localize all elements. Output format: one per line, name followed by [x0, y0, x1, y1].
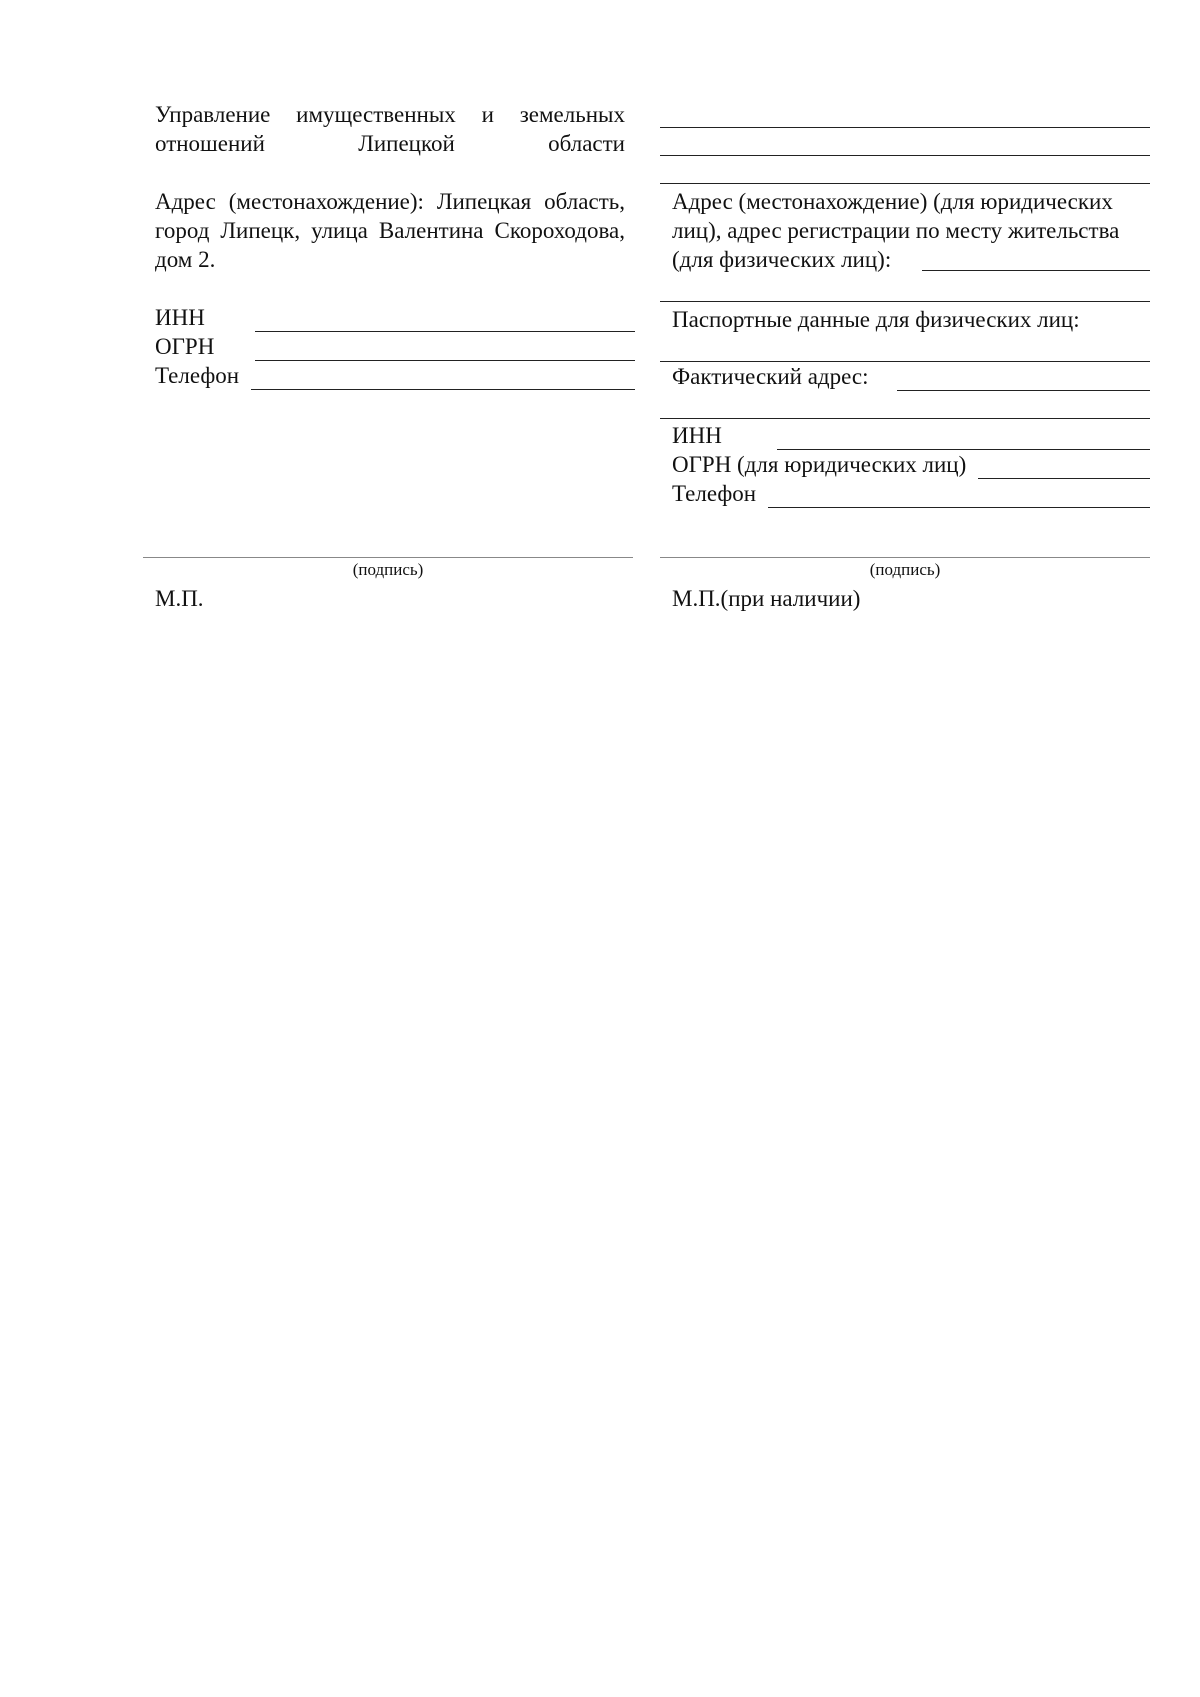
- lessee-inn-field[interactable]: [777, 425, 1150, 450]
- lessor-inn-row: [155, 303, 635, 332]
- lessee-actual-address-line[interactable]: [660, 391, 1150, 419]
- lessor-phone-row: [155, 361, 635, 390]
- lessee-inn-label: ИНН: [672, 423, 722, 448]
- lessor-stamp-label: М.П.: [155, 586, 204, 611]
- lessee-inn-row: [660, 421, 1150, 450]
- lessor-address: Адрес (местонахождение): Липецкая область, город Липецк, улица Валентина Скороходова, дом 2.: [155, 189, 625, 272]
- lessor-phone-label: Телефон: [155, 363, 240, 388]
- lessee-actual-address-field[interactable]: [897, 366, 1151, 391]
- lessee-address-inline-field[interactable]: [922, 270, 1150, 271]
- lessor-signature-line[interactable]: [143, 557, 633, 558]
- lessee-actual-address-row: [660, 362, 1150, 391]
- lessor-block: [155, 100, 625, 390]
- lessee-passport-label: Паспортные данные для физических лиц:: [672, 307, 1080, 332]
- lessee-name-line-2[interactable]: [660, 128, 1150, 156]
- lessor-ogrn-row: [155, 332, 635, 361]
- lessee-passport-line[interactable]: [660, 334, 1150, 362]
- lessor-inn-field[interactable]: [255, 307, 635, 332]
- lessee-address-block: [660, 187, 1150, 274]
- lessor-signature-caption: (подпись): [352, 560, 424, 579]
- lessee-name-line-3[interactable]: [660, 156, 1150, 184]
- lessee-actual-address-label: Фактический адрес:: [672, 364, 869, 389]
- lessee-ogrn-row: [660, 450, 1150, 479]
- lessee-ogrn-field[interactable]: [978, 454, 1150, 479]
- lessee-address-line[interactable]: [660, 274, 1150, 302]
- lessee-signature-caption: (подпись): [869, 560, 941, 579]
- lessee-stamp-label: М.П.(при наличии): [672, 586, 861, 611]
- lessor-ogrn-label: ОГРН: [155, 334, 215, 359]
- lessee-name-line-1[interactable]: [660, 100, 1150, 128]
- lessee-block: [660, 100, 1150, 508]
- lessor-inn-label: ИНН: [155, 305, 205, 330]
- lessee-phone-row: [660, 479, 1150, 508]
- lessee-signature-line[interactable]: [660, 557, 1150, 558]
- lessee-phone-field[interactable]: [768, 483, 1150, 508]
- lessor-org-name: Управление имущественных и земельных отношений Липецкой области: [155, 102, 625, 156]
- lessor-ogrn-field[interactable]: [255, 336, 635, 361]
- lessor-phone-field[interactable]: [251, 365, 635, 390]
- lessee-address-label: Адрес (местонахождение) (для юридических лиц), адрес регистрации по месту жительства (для физических лиц):: [672, 189, 1120, 272]
- lessee-phone-label: Телефон: [672, 481, 757, 506]
- lessee-ogrn-label: ОГРН (для юридических лиц): [672, 452, 967, 477]
